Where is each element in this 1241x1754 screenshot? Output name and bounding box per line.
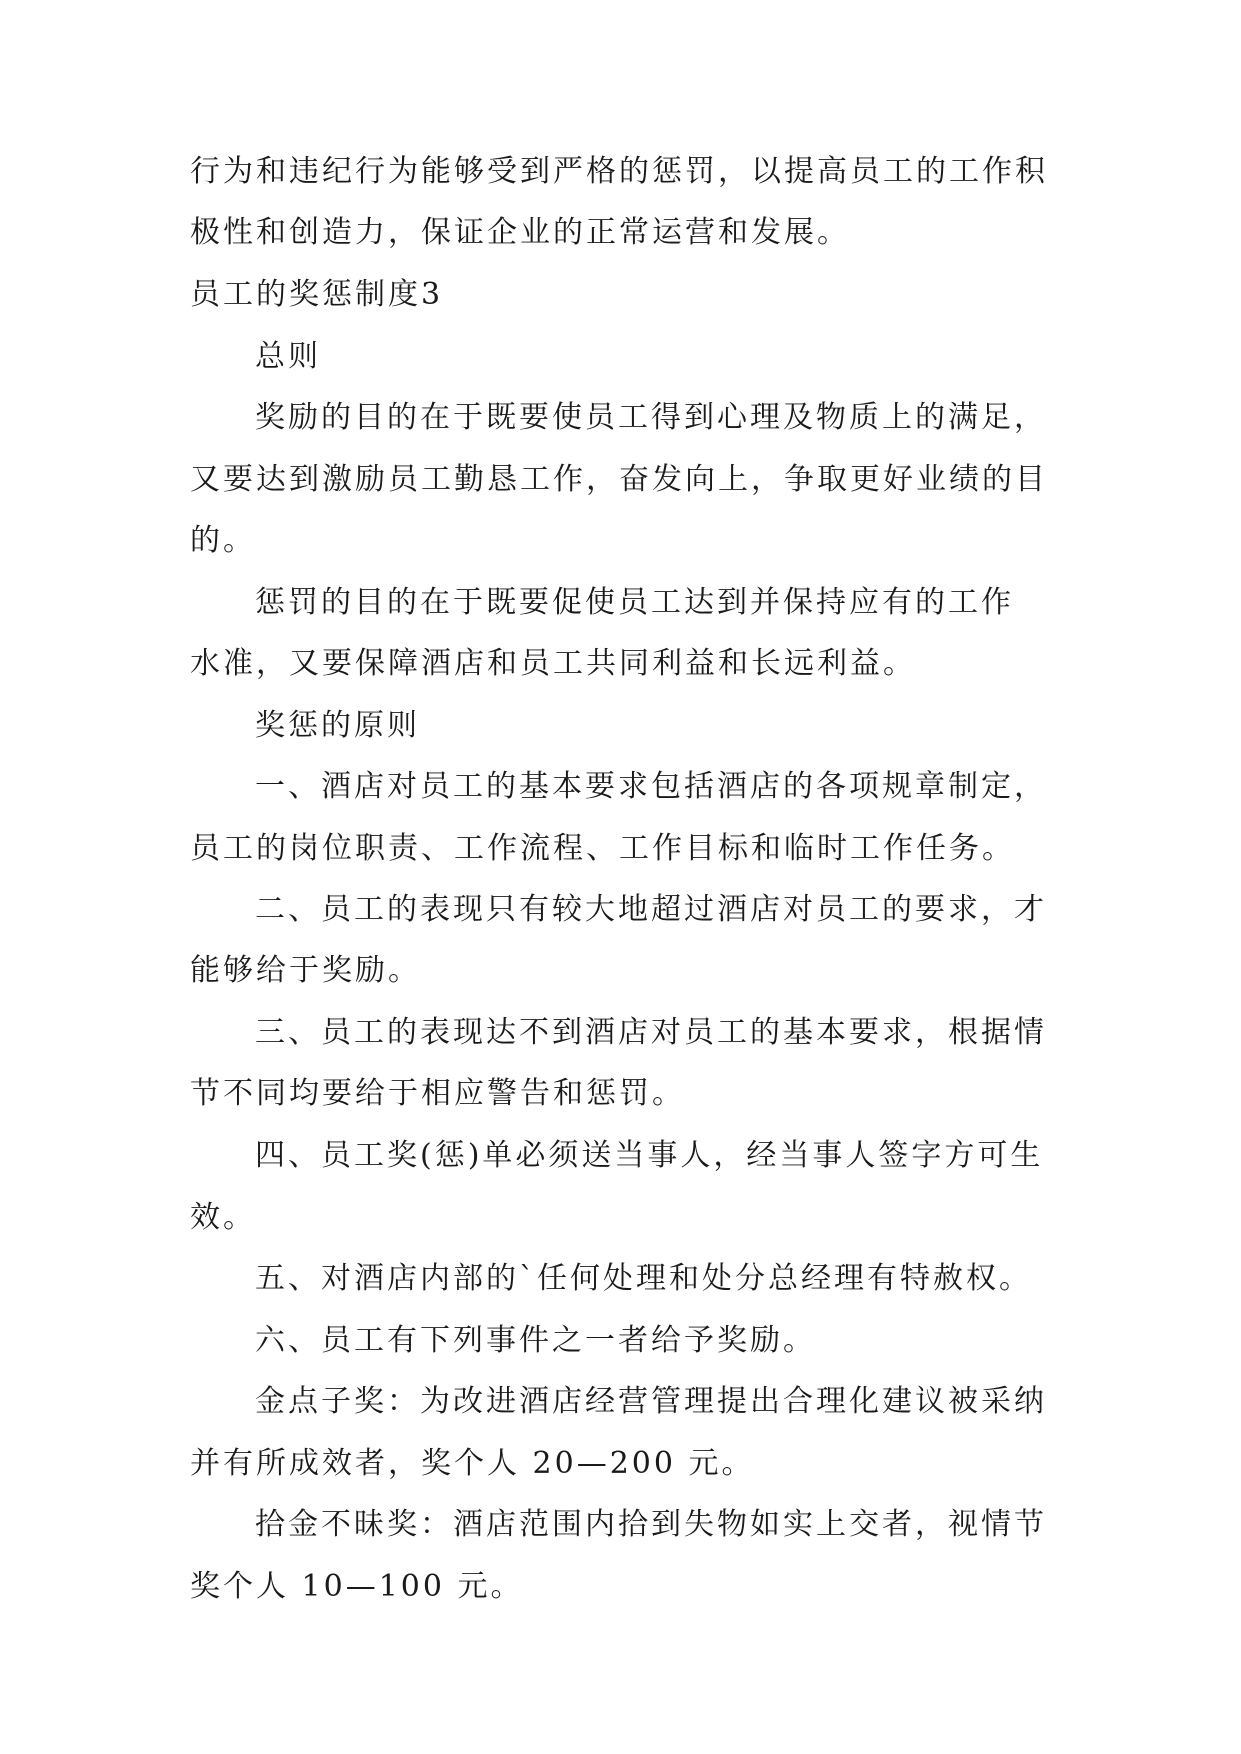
text-line: 效。 — [190, 1200, 256, 1235]
text-line: 的。 — [190, 523, 256, 558]
text-line: 奖个人 10—100 元。 — [190, 1569, 524, 1604]
text-line: 奖励的目的在于既要使员工得到心理及物质上的满足， — [255, 400, 1047, 435]
text-line: 并有所成效者，奖个人 20—200 元。 — [190, 1446, 755, 1481]
text-line: 能够给于奖励。 — [190, 953, 421, 988]
text-line: 水准，又要保障酒店和员工共同利益和长远利益。 — [190, 646, 916, 681]
subsection-heading: 总则 — [255, 339, 321, 374]
text-line: 节不同均要给于相应警告和惩罚。 — [190, 1076, 685, 1111]
text-line: 二、员工的表现只有较大地超过酒店对员工的要求，才 — [255, 892, 1047, 927]
text-line: 五、对酒店内部的`任何处理和处分总经理有特赦权。 — [255, 1261, 1032, 1296]
text-line: 极性和创造力，保证企业的正常运营和发展。 — [190, 215, 850, 250]
section-heading: 员工的奖惩制度3 — [190, 277, 444, 312]
text-line: 拾金不昧奖：酒店范围内拾到失物如实上交者，视情节 — [255, 1507, 1047, 1542]
subsection-heading: 奖惩的原则 — [255, 708, 420, 743]
text-line: 三、员工的表现达不到酒店对员工的基本要求，根据情 — [255, 1015, 1047, 1050]
text-line: 金点子奖：为改进酒店经营管理提出合理化建议被采纳 — [255, 1384, 1047, 1419]
text-line: 又要达到激励员工勤恳工作，奋发向上，争取更好业绩的目 — [190, 462, 1048, 497]
text-line: 行为和违纪行为能够受到严格的惩罚，以提高员工的工作积 — [190, 154, 1048, 189]
text-line: 员工的岗位职责、工作流程、工作目标和临时工作任务。 — [190, 831, 1015, 866]
text-line: 四、员工奖(惩)单必须送当事人，经当事人签字方可生 — [255, 1138, 1044, 1173]
text-line: 惩罚的目的在于既要促使员工达到并保持应有的工作 — [255, 585, 1014, 620]
text-line: 六、员工有下列事件之一者给予奖励。 — [255, 1323, 816, 1358]
text-line: 一、酒店对员工的基本要求包括酒店的各项规章制定， — [255, 769, 1047, 804]
